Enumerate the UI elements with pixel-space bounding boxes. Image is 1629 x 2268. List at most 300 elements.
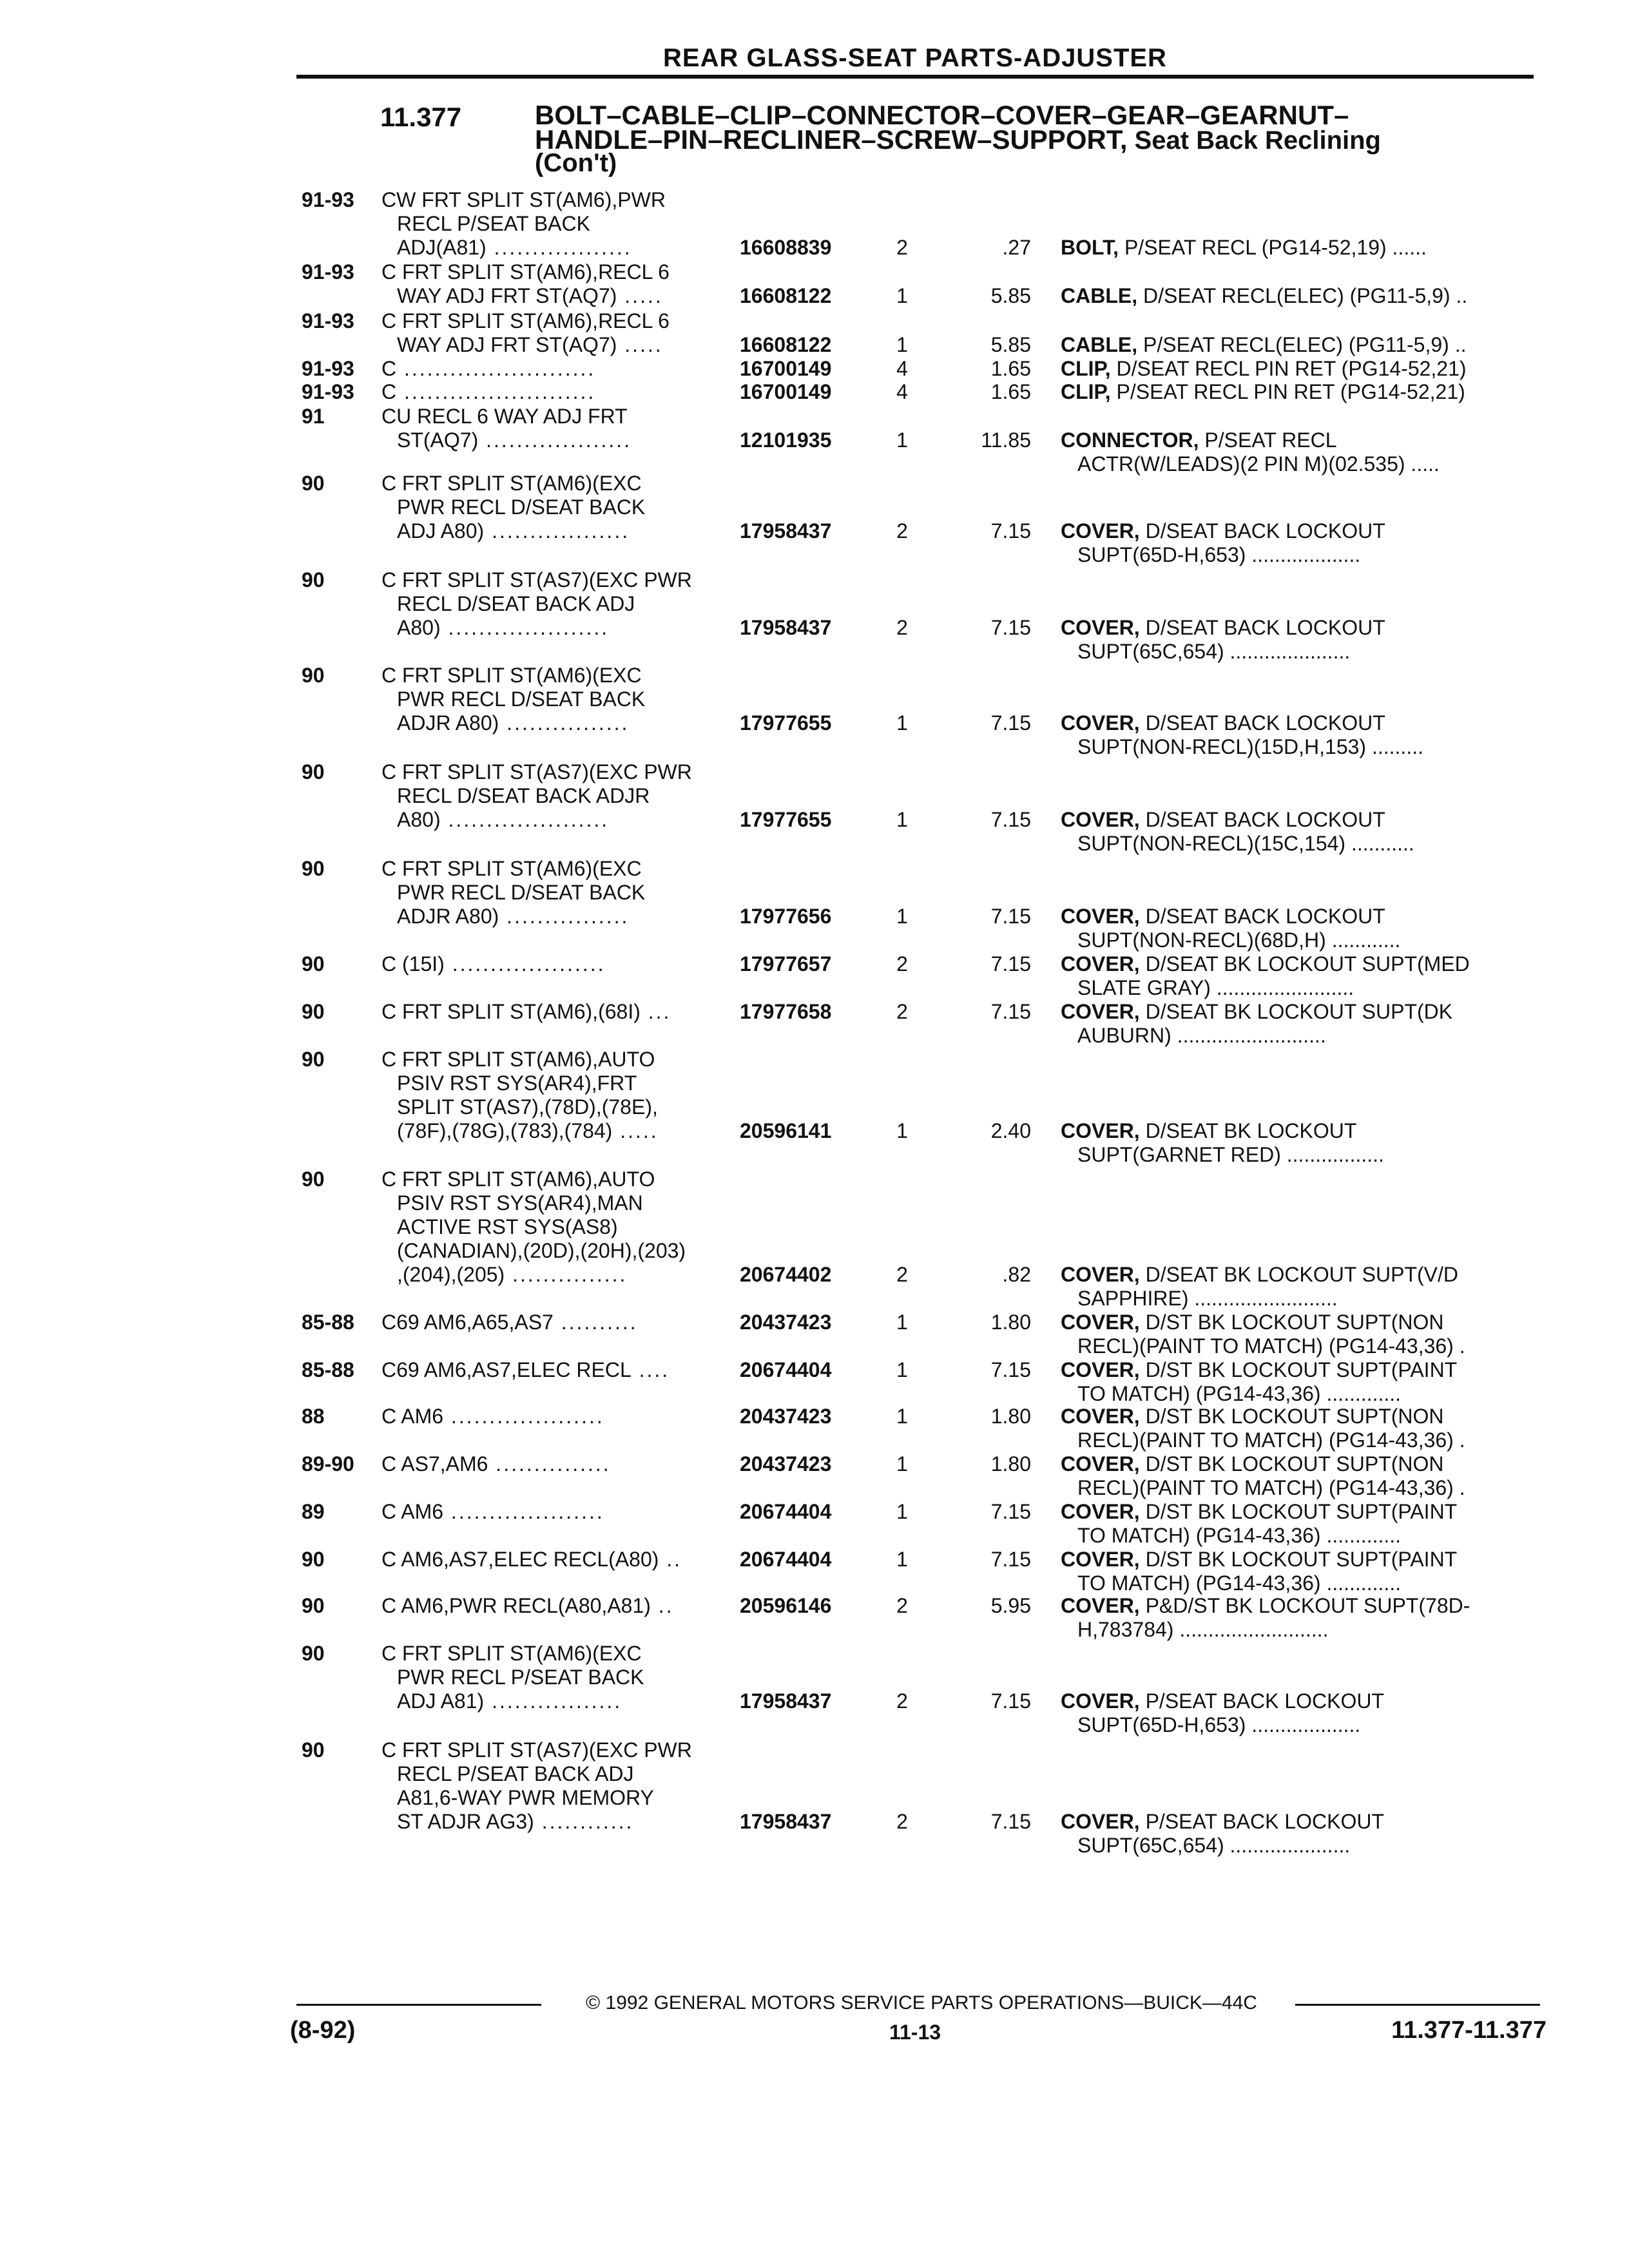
part-name: CABLE, [1061,333,1138,356]
model-year: 91 [302,405,325,428]
description-line [381,1786,742,1810]
price: 7.15 [990,952,1031,975]
description-text: C FRT SPLIT ST(AM6),AUTO [381,1168,655,1191]
part-description-text: D/SEAT BACK LOCKOUT [1139,711,1385,735]
part-description-line: TO MATCH) (PG14-43,36) ............. [1077,1382,1402,1405]
part-description-line [1061,1500,1537,1524]
dot-leader: ................ [499,711,630,735]
quantity: 1 [896,1405,908,1428]
part-number: 20596146 [740,1594,832,1617]
quantity: 1 [896,1548,908,1571]
description-line [381,1311,742,1334]
part-number: 17977656 [740,905,832,928]
part-description [1061,519,1537,567]
price: 7.15 [990,711,1031,735]
description-text: PWR RECL D/SEAT BACK [397,495,646,519]
quantity: 1 [896,428,908,452]
description-text: C [381,357,397,380]
quantity: 1 [896,711,908,735]
footer-page-number: 11-13 [889,2021,941,2044]
part-description-text: D/SEAT BACK LOCKOUT [1139,616,1385,639]
description-text: C69 AM6,AS7,ELEC RECL [381,1358,631,1381]
description-line [381,188,742,212]
model-year: 89-90 [302,1452,354,1475]
part-number: 16700149 [740,380,832,403]
description-text: C AM6 [381,1500,444,1523]
part-description-text: P/SEAT RECL PIN RET (PG14-52,21) [1110,380,1465,403]
quantity: 1 [896,1358,908,1381]
header-rule [296,75,1534,79]
part-name: COVER, [1061,1000,1140,1023]
part-description-text: P/SEAT BACK LOCKOUT [1139,1810,1385,1833]
description-text: C FRT SPLIT ST(AM6)(EXC [381,1642,642,1665]
dot-leader: ............... [505,1263,628,1286]
model-year: 90 [302,1000,325,1023]
dot-leader: ..... [617,284,663,307]
part-description-text: D/ST BK LOCKOUT SUPT(PAINT [1139,1500,1458,1523]
price: 1.80 [990,1311,1031,1334]
quantity: 1 [896,808,908,831]
model-year: 90 [302,1168,325,1191]
part-name: CABLE, [1061,284,1138,307]
part-description-line [1061,519,1537,543]
application-description [381,260,742,308]
description-line [381,905,742,928]
section-title-line-2 [535,124,1381,155]
price: 5.85 [990,284,1031,307]
description-text: ADJ(A81) [397,236,487,259]
dot-leader: .................. [484,519,630,543]
description-text: C FRT SPLIT ST(AM6),RECL 6 [381,260,670,284]
part-description [1061,1358,1537,1406]
part-description-text: P/SEAT RECL (PG14-52,19) [1119,236,1387,259]
dot-leader: .................. [486,236,632,259]
part-description [1061,284,1537,308]
part-description [1061,1000,1537,1048]
model-year: 90 [302,857,325,880]
part-name: COVER, [1061,616,1140,639]
description-text: C69 AM6,A65,AS7 [381,1311,554,1334]
description-line [381,1215,742,1239]
description-text: C AS7,AM6 [381,1452,488,1475]
part-number: 20437423 [740,1311,832,1334]
description-line [381,1239,742,1263]
description-line [381,1762,742,1786]
part-description-text: D/SEAT BACK LOCKOUT [1139,808,1385,831]
part-name: COVER, [1061,1263,1140,1286]
description-line [381,568,742,592]
dot-leader: ............... [488,1452,611,1475]
description-line [381,405,742,428]
application-description [381,1168,742,1287]
part-description-line: RECL)(PAINT TO MATCH) (PG14-43,36) . [1077,1476,1465,1499]
quantity: 1 [896,1500,908,1523]
part-description-line: SUPT(65D-H,653) ................... [1077,1713,1361,1736]
part-number: 17977658 [740,1000,832,1023]
dot-leader: ..... [617,333,663,356]
description-text: ADJ A80) [397,519,485,543]
model-year: 88 [302,1405,325,1428]
application-description [381,1594,742,1618]
dot-leader: ................ [499,905,630,928]
description-line [381,1666,742,1689]
part-description-line: AUBURN) .......................... [1077,1024,1326,1047]
model-year: 90 [302,1048,325,1071]
application-description [381,1311,742,1334]
price: .27 [1002,236,1031,259]
dot-leader: ............ [534,1810,634,1833]
description-line [381,495,742,519]
application-description [381,188,742,260]
part-description-line [1061,1358,1537,1382]
description-line [381,1548,742,1571]
part-description-line [1061,428,1537,452]
model-year: 90 [302,1548,325,1571]
part-description-text: D/ST BK LOCKOUT SUPT(PAINT [1139,1548,1458,1571]
part-description-line: TO MATCH) (PG14-43,36) ............. [1077,1571,1402,1595]
part-description-line [1061,1594,1537,1618]
dot-leader: ...... [1386,236,1427,259]
application-description [381,1405,742,1428]
part-name: COVER, [1061,952,1140,975]
quantity: 2 [896,952,908,975]
description-text: C FRT SPLIT ST(AS7)(EXC PWR [381,568,692,591]
part-description [1061,333,1537,357]
application-description [381,1500,742,1524]
quantity: 1 [896,905,908,928]
part-description-line: RECL)(PAINT TO MATCH) (PG14-43,36) . [1077,1428,1465,1452]
quantity: 2 [896,519,908,543]
part-description [1061,905,1537,952]
application-description [381,380,742,404]
part-description-line [1061,952,1537,976]
footer-rule-left [296,2004,541,2006]
part-number: 12101935 [740,428,832,452]
part-description [1061,1548,1537,1595]
part-description-line: SUPT(65C,654) ..................... [1077,640,1351,663]
model-year: 90 [302,1642,325,1665]
part-name: COVER, [1061,1405,1140,1428]
description-text: C AM6,PWR RECL(A80,A81) [381,1594,651,1617]
price: 7.15 [990,616,1031,639]
part-name: COVER, [1061,1810,1140,1833]
part-description-text: P/SEAT RECL(ELEC) (PG11-5,9) [1137,333,1449,356]
part-description [1061,1263,1537,1311]
description-line [381,333,742,357]
description-text: A81,6-WAY PWR MEMORY [397,1786,654,1809]
description-text: PSIV RST SYS(AR4),MAN [397,1191,643,1215]
part-number: 16608839 [740,236,832,259]
description-text: PWR RECL P/SEAT BACK [397,1666,644,1689]
price: 1.80 [990,1405,1031,1428]
price: 7.15 [990,1500,1031,1523]
description-line [381,881,742,905]
description-line [381,1095,742,1119]
description-text: (CANADIAN),(20D),(20H),(203) [397,1239,686,1262]
part-description-text: P/SEAT BACK LOCKOUT [1139,1689,1385,1713]
description-line [381,711,742,735]
part-number: 16608122 [740,333,832,356]
part-description-line [1061,1000,1537,1024]
part-number: 20674404 [740,1500,832,1523]
description-line [381,1405,742,1428]
footer-copyright: © 1992 GENERAL MOTORS SERVICE PARTS OPERATIONS—BUICK—44C [586,1992,1257,2013]
part-description-line [1061,905,1537,928]
part-name: COVER, [1061,905,1140,928]
part-description-line: SUPT(65D-H,653) ................... [1077,543,1361,566]
part-description-line: SUPT(NON-RECL)(15D,H,153) ......... [1077,735,1423,758]
price: 7.15 [990,1548,1031,1571]
model-year: 90 [302,472,325,495]
part-description-line [1061,1263,1537,1287]
section-heading [380,97,1540,193]
part-name: COVER, [1061,808,1140,831]
description-line [381,380,742,404]
part-description [1061,616,1537,664]
description-line [381,1358,742,1382]
application-description [381,952,742,976]
part-description [1061,808,1537,856]
part-description-text: D/SEAT BACK LOCKOUT [1139,519,1385,543]
part-description-line [1061,1810,1537,1834]
part-description [1061,380,1537,404]
description-line [381,284,742,308]
part-description [1061,1810,1537,1858]
price: 7.15 [990,1810,1031,1833]
part-number: 17958437 [740,616,832,639]
part-name: COVER, [1061,1358,1140,1381]
part-description-line [1061,284,1537,308]
description-text: ACTIVE RST SYS(AS8) [397,1215,618,1238]
part-name: COVER, [1061,519,1140,543]
price: 7.15 [990,808,1031,831]
part-name: COVER, [1061,1500,1140,1523]
part-description-text: D/ST BK LOCKOUT SUPT(PAINT [1139,1358,1458,1381]
part-number: 20437423 [740,1452,832,1475]
section-number: 11.377 [380,102,462,132]
part-name: COVER, [1061,1311,1140,1334]
price: 5.95 [990,1594,1031,1617]
part-number: 17977657 [740,952,832,975]
model-year: 91-93 [302,380,354,403]
description-text: SPLIT ST(AS7),(78D),(78E), [397,1095,658,1119]
price: 7.15 [990,1689,1031,1713]
part-description [1061,1594,1537,1642]
price: .82 [1002,1263,1031,1286]
dot-leader: ......................... [396,380,596,403]
description-text: C FRT SPLIT ST(AS7)(EXC PWR [381,760,692,783]
description-text: WAY ADJ FRT ST(AQ7) [397,333,617,356]
application-description [381,405,742,452]
dot-leader: .. [650,1594,674,1617]
part-description-line [1061,357,1537,381]
description-line [381,1072,742,1095]
part-description-line [1061,380,1537,404]
description-line [381,212,742,236]
quantity: 4 [896,357,908,380]
application-description [381,1642,742,1713]
description-line [381,260,742,284]
description-line [381,1810,742,1834]
price: 1.65 [990,357,1031,380]
description-text: A80) [397,616,441,639]
model-year: 90 [302,568,325,591]
dot-leader: ..................... [440,616,610,639]
part-description-line: TO MATCH) (PG14-43,36) ............. [1077,1524,1402,1547]
description-line [381,428,742,452]
description-text: C FRT SPLIT ST(AM6),AUTO [381,1048,655,1071]
application-description [381,1000,742,1024]
description-line [381,687,742,711]
part-number: 20674404 [740,1548,832,1571]
model-year: 91-93 [302,357,354,380]
part-description [1061,1452,1537,1500]
description-line [381,1500,742,1524]
section-title-line-2-main: HANDLE–PIN–RECLINER–SCREW–SUPPORT, [535,124,1128,155]
part-name: COVER, [1061,711,1140,735]
description-text: A80) [397,808,441,831]
section-continued: (Con't) [535,149,617,177]
description-line [381,1119,742,1143]
footer-rule-right [1295,2004,1540,2006]
part-name: COVER, [1061,1594,1140,1617]
description-line [381,309,742,333]
dot-leader: .......... [553,1311,638,1334]
model-year: 91-93 [302,309,354,332]
dot-leader: .... [631,1358,670,1381]
quantity: 1 [896,1311,908,1334]
description-line [381,357,742,381]
part-description [1061,428,1537,476]
dot-leader: ... [640,1000,671,1023]
part-description [1061,711,1537,759]
application-description [381,760,742,832]
section-title-line-1: BOLT–CABLE–CLIP–CONNECTOR–COVER–GEAR–GEARNUT– [535,100,1349,130]
description-line [381,592,742,616]
quantity: 2 [896,1594,908,1617]
part-description [1061,1119,1537,1167]
description-text: WAY ADJ FRT ST(AQ7) [397,284,617,307]
part-number: 17958437 [740,519,832,543]
footer-date: (8-92) [290,2017,356,2044]
description-text: RECL D/SEAT BACK ADJR [397,784,650,807]
description-line [381,1000,742,1024]
part-description-line: SUPT(65C,654) ..................... [1077,1834,1351,1857]
dot-leader: ................... [478,428,632,452]
description-text: C (15I) [381,952,445,975]
part-description-text: D/ST BK LOCKOUT SUPT(NON [1139,1405,1444,1428]
description-line [381,1642,742,1666]
description-text: RECL P/SEAT BACK [397,212,590,235]
part-description [1061,357,1537,381]
description-line [381,952,742,976]
price: 7.15 [990,519,1031,543]
part-description-line [1061,1119,1537,1143]
model-year: 90 [302,1738,325,1762]
part-description-text: D/SEAT BK LOCKOUT SUPT(V/D [1139,1263,1459,1286]
description-line [381,1689,742,1713]
part-description [1061,952,1537,1000]
part-description [1061,1500,1537,1548]
quantity: 2 [896,1263,908,1286]
application-description [381,1738,742,1834]
page-footer [290,1978,1547,2068]
part-description-line: ACTR(W/LEADS)(2 PIN M)(02.535) ..... [1077,452,1440,476]
dot-leader: ..... [612,1119,659,1142]
application-description [381,472,742,543]
part-name: COVER, [1061,1452,1140,1475]
part-description-line [1061,808,1537,832]
part-number: 20596141 [740,1119,832,1142]
description-line [381,760,742,784]
description-line [381,616,742,640]
price: 11.85 [981,428,1031,452]
part-description-line [1061,333,1537,357]
description-text: ADJR A80) [397,711,499,735]
part-description-text: D/SEAT RECL(ELEC) (PG11-5,9) [1137,284,1451,307]
part-name: CLIP, [1061,380,1111,403]
description-text: CU RECL 6 WAY ADJ FRT [381,405,628,428]
application-description [381,857,742,928]
part-description-line [1061,1689,1537,1713]
dot-leader: .................... [443,1500,604,1523]
description-line [381,1191,742,1215]
part-description-text: D/SEAT RECL PIN RET (PG14-52,21) [1110,357,1467,380]
quantity: 2 [896,236,908,259]
description-text: C FRT SPLIT ST(AM6)(EXC [381,857,642,880]
dot-leader: .. [1450,284,1468,307]
dot-leader: ......................... [396,357,596,380]
page-title: REAR GLASS-SEAT PARTS-ADJUSTER [663,44,1167,72]
description-line [381,664,742,687]
description-text: C FRT SPLIT ST(AM6)(EXC [381,472,642,495]
part-name: BOLT, [1061,236,1119,259]
dot-leader: ..................... [440,808,610,831]
part-number: 17958437 [740,1810,832,1833]
description-text: C AM6 [381,1405,444,1428]
application-description [381,568,742,640]
part-description-line [1061,1452,1537,1476]
description-text: ST(AQ7) [397,428,479,452]
model-year: 90 [302,952,325,975]
description-line [381,808,742,832]
application-description [381,1048,742,1143]
part-description-text: P/SEAT RECL [1199,428,1337,452]
page-header [296,0,1534,84]
description-line [381,1263,742,1287]
part-description-line: RECL)(PAINT TO MATCH) (PG14-43,36) . [1077,1334,1465,1358]
description-line [381,236,742,260]
description-line [381,857,742,881]
description-text: C FRT SPLIT ST(AM6),(68I) [381,1000,641,1023]
description-text: PWR RECL D/SEAT BACK [397,687,646,711]
description-text: C FRT SPLIT ST(AM6)(EXC [381,664,642,687]
quantity: 4 [896,380,908,403]
model-year: 91-93 [302,188,354,211]
description-text: C [381,380,397,403]
price: 7.15 [990,1358,1031,1381]
part-number: 20674402 [740,1263,832,1286]
part-description-line: SUPT(NON-RECL)(15C,154) ........... [1077,832,1414,855]
part-description [1061,236,1537,260]
description-text: ,(204),(205) [397,1263,505,1286]
part-description-line [1061,1548,1537,1571]
part-name: COVER, [1061,1548,1140,1571]
quantity: 2 [896,1689,908,1713]
description-line [381,1452,742,1476]
part-description-line [1061,1311,1537,1334]
description-text: C FRT SPLIT ST(AS7)(EXC PWR [381,1738,692,1762]
